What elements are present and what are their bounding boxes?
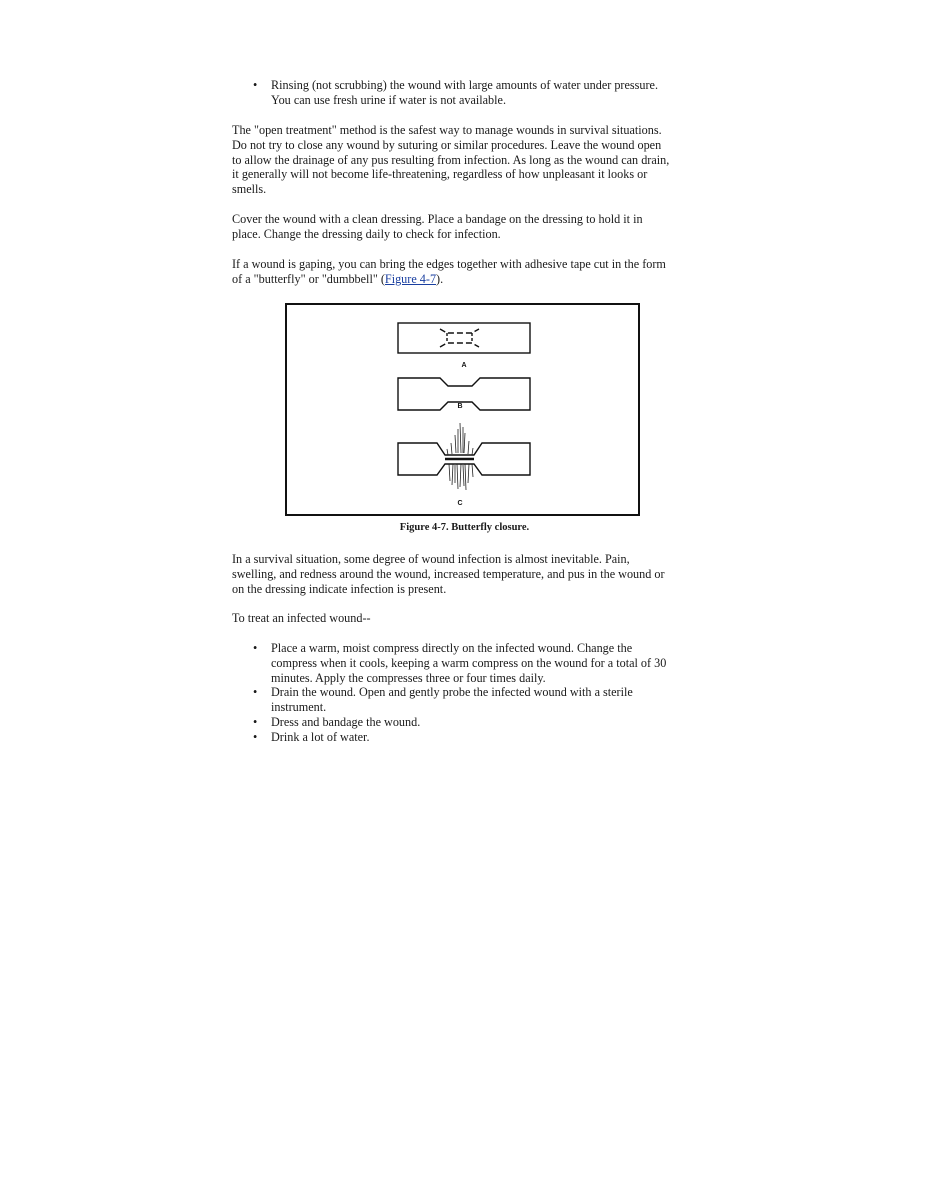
paragraph-line: smells. — [232, 182, 267, 197]
paragraph-line: Cover the wound with a clean dressing. Place a bandage on the dressing to hold it in — [232, 212, 643, 226]
tape-a-dashed-bottom — [440, 343, 479, 347]
bullet-text-line: instrument. — [271, 700, 327, 715]
gaping-wound-paragraph — [232, 257, 702, 287]
tape-b-butterfly — [398, 378, 530, 410]
butterfly-closure-illustration — [287, 305, 638, 514]
paragraph-line: on the dressing indicate infection is present. — [232, 581, 447, 596]
paragraph-line: The "open treatment" method is the safest way to manage wounds in survival situations. — [232, 123, 662, 137]
infection-paragraph — [232, 552, 702, 596]
list-item — [253, 78, 703, 108]
figure-label-b: B — [457, 403, 463, 410]
cover-wound-paragraph — [232, 212, 702, 242]
paragraph-line: If a wound is gaping, you can bring the edges together with adhesive tape cut in the form — [232, 257, 666, 271]
rinsing-bullet-list — [253, 78, 703, 108]
bullet-text-line: Place a warm, moist compress directly on the infected wound. Change the — [271, 641, 633, 655]
paragraph-line: swelling, and redness around the wound, increased temperature, and pus in the wound or — [232, 566, 665, 581]
tape-a-dashed-top — [440, 329, 479, 333]
bullet-marker: • — [253, 641, 258, 655]
figure-label-c: C — [457, 500, 463, 507]
bullet-marker: • — [253, 714, 258, 729]
paragraph-line: to allow the drainage of any pus resulting from infection. As long as the wound can drain, — [232, 152, 670, 167]
bullet-text-line: compress when it cools, keeping a warm compress on the wound for a total of 30 — [271, 655, 667, 670]
bullet-text-line: You can use fresh urine if water is not available. — [271, 92, 506, 107]
bullet-text-line: Rinsing (not scrubbing) the wound with large amounts of water under pressure. — [271, 78, 658, 92]
paragraph-line: place. Change the dressing daily to check for infection. — [232, 226, 501, 241]
figure-caption: Figure 4-7. Butterfly closure. — [399, 522, 530, 533]
paragraph-line: it generally will not become life-threatening, regardless of how unpleasant it looks or — [232, 167, 648, 182]
bullet-text-line: Drain the wound. Open and gently probe the infected wound with a sterile — [271, 685, 633, 700]
bullet-marker: • — [253, 78, 258, 92]
treat-intro-paragraph: To treat an infected wound-- — [232, 611, 371, 625]
wound-texture-c — [447, 423, 473, 490]
treatment-bullet-list — [253, 641, 703, 745]
figure-4-7-link[interactable]: Figure 4-7 — [384, 271, 437, 286]
open-treatment-paragraph — [232, 123, 702, 197]
paragraph-line: of a "butterfly" or "dumbbell" ( — [232, 271, 385, 286]
list-item — [253, 715, 703, 730]
tape-a-outline — [398, 323, 530, 353]
list-item — [253, 730, 703, 745]
figure-label-a: A — [461, 362, 467, 369]
bullet-text-line: minutes. Apply the compresses three or four times daily. — [271, 670, 546, 685]
paragraph-line: ). — [436, 271, 444, 286]
bullet-marker: • — [253, 729, 258, 744]
bullet-text-line: Dress and bandage the wound. — [271, 714, 421, 729]
list-item — [253, 685, 703, 715]
tape-a-drawing — [398, 323, 530, 353]
butterfly-closure-figure — [285, 303, 640, 516]
paragraph-line: In a survival situation, some degree of wound infection is almost inevitable. Pain, — [232, 552, 630, 566]
list-item — [253, 641, 703, 685]
bullet-marker: • — [253, 685, 258, 700]
paragraph-line: Do not try to close any wound by suturing or similar procedures. Leave the wound open — [232, 137, 662, 152]
bullet-text-line: Drink a lot of water. — [271, 729, 370, 744]
